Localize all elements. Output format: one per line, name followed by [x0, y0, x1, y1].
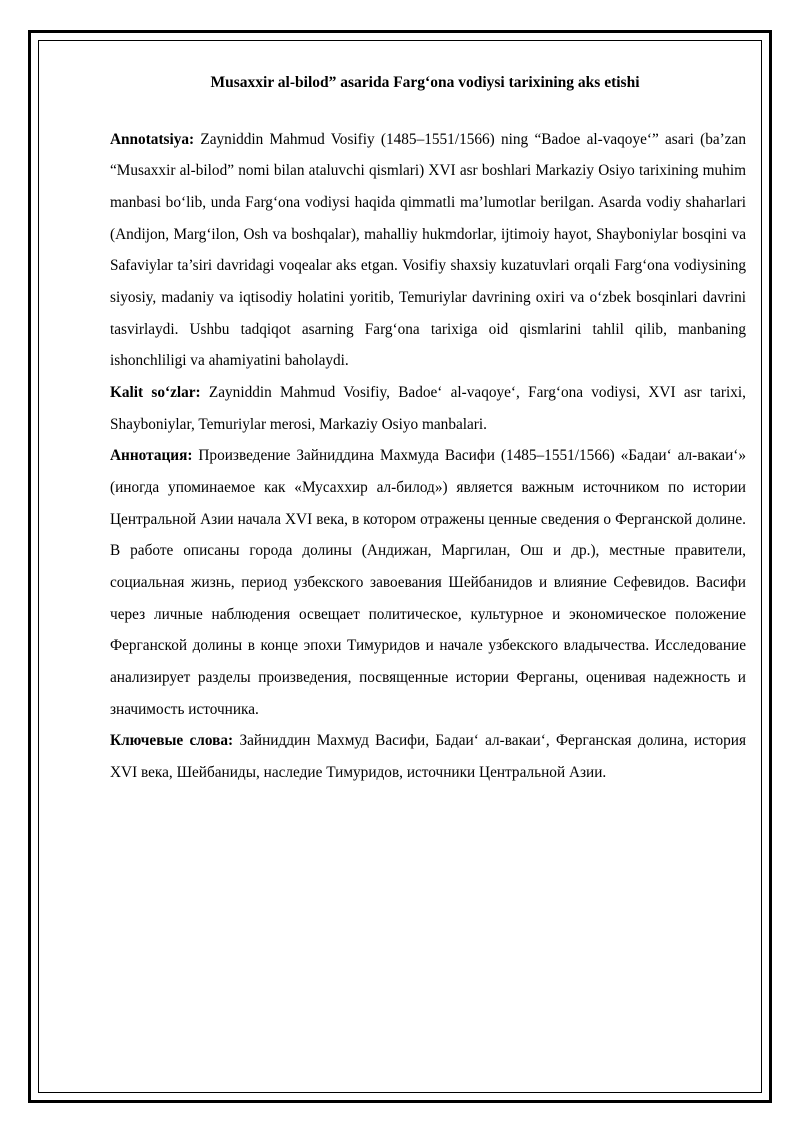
- abstract-ru-text: Произведение Зайниддина Махмуда Васифи (1485–1551/1566) «Бадаи‘ ал-вакаи‘» (иногда упоминаемое как «Мусаххир ал-билод») является важным источником по истории Центральной Азии начала XVI века, в котором отражены ценные сведения о Ферганской долине. В работе описаны города долины (Андижан, Маргилан, Ош и др.), местные правители, социальная жизнь, период узбекского завоевания Шейбанидов и влияние Сефевидов. Васифи через личные наблюдения освещает политическое, культурное и экономическое положение Ферганской долины в конце эпохи Тимуридов и начале узбекского владычества. Исследование анализирует разделы произведения, посвященные истории Ферганы, оценивая надежность и значимость источника.: [110, 447, 746, 718]
- keywords-uz: [110, 377, 746, 440]
- abstract-uz: [110, 124, 746, 377]
- keywords-ru-text: Зайниддин Махмуд Васифи, Бадаи‘ ал-вакаи‘, Ферганская долина, история XVI века, Шейбаниды, наследие Тимуридов, источники Центральной Азии.: [110, 732, 746, 781]
- keywords-ru: [110, 725, 746, 788]
- keywords-uz-label: Kalit so‘zlar:: [110, 383, 201, 401]
- keywords-ru-label: Ключевые слова:: [110, 732, 234, 750]
- keywords-uz-text: Zayniddin Mahmud Vosifiy, Badoe‘ al-vaqoye‘, Farg‘ona vodiysi, XVI asr tarixi, Shayboniylar, Temuriylar merosi, Markaziy Osiyo manbalari.: [110, 383, 746, 433]
- document-content: [110, 72, 746, 788]
- abstract-uz-text: Zayniddin Mahmud Vosifiy (1485–1551/1566) ning “Badoe al-vaqoye‘” asari (ba’zan “Musaxxir al-bilod” nomi bilan ataluvchi qismlari) XVI asr boshlari Markaziy Osiyo tarixining muhim manbasi bo‘lib, unda Farg‘ona vodiysi haqida qimmatli ma’lumotlar berilgan. Asarda vodiy shaharlari (Andijon, Marg‘ilon, Osh va boshqalar), mahalliy hukmdorlar, ijtimoiy hayot, Shayboniylar bosqini va Safaviylar ta’siri davridagi voqealar aks etgan. Vosifiy shaxsiy kuzatuvlari orqali Farg‘ona vodiysining siyosiy, madaniy va iqtisodiy holatini yoritib, Temuriylar davrining oxiri va o‘zbek bosqinlari davrini tasvirlaydi. Ushbu tadqiqot asarning Farg‘ona tarixiga oid qismlarini tahlil qilib, manbaning ishonchliligi va ahamiyatini baholaydi.: [110, 130, 746, 370]
- abstract-ru: [110, 440, 746, 725]
- page-title: Musaxxir al-bilod” asarida Farg‘ona vodiysi tarixining aks etishi: [210, 74, 640, 91]
- abstract-uz-label: Annotatsiya:: [110, 130, 195, 148]
- abstract-ru-label: Аннотация:: [110, 447, 193, 465]
